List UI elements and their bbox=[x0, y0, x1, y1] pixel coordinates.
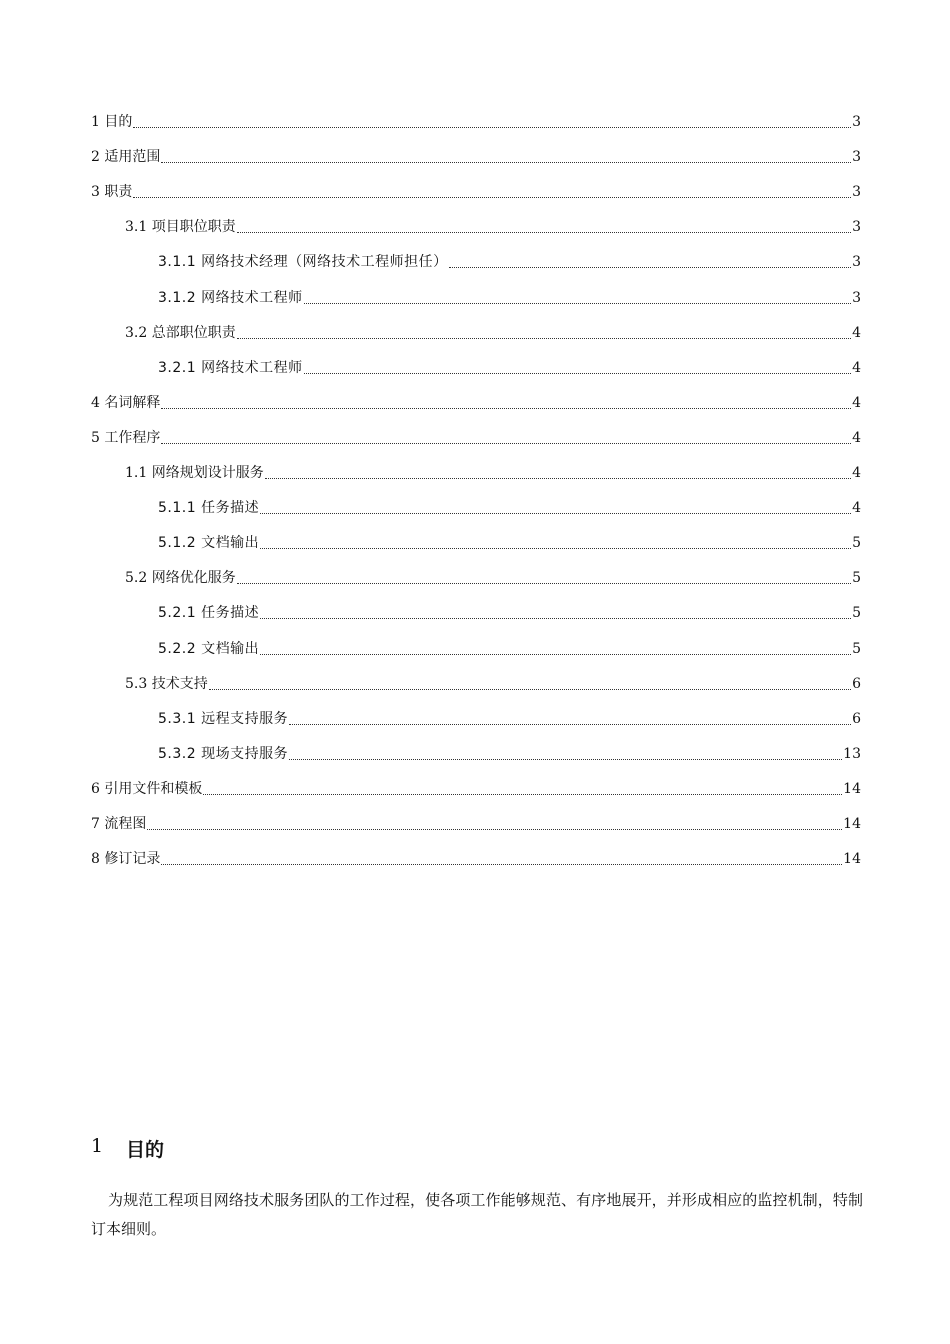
toc-entry[interactable] bbox=[91, 134, 861, 169]
toc-entry-title: 3.2 总部职位职责 bbox=[125, 324, 236, 341]
toc-entry-title: 4 名词解释 bbox=[91, 394, 161, 411]
toc-entry-title: 7 流程图 bbox=[91, 815, 147, 832]
section-title: 目的 bbox=[126, 1139, 165, 1161]
toc-dot-leader bbox=[260, 654, 851, 655]
toc-entry[interactable] bbox=[91, 169, 861, 204]
toc-entry-page-number: 13 bbox=[843, 745, 861, 762]
toc-entry-page-number: 14 bbox=[843, 780, 861, 797]
toc-dot-leader bbox=[449, 267, 852, 268]
toc-entry-page-number: 4 bbox=[852, 359, 861, 376]
toc-entry[interactable] bbox=[91, 485, 861, 520]
toc-entry-title: 5.3.2 现场支持服务 bbox=[158, 745, 289, 762]
toc-entry-page-number: 5 bbox=[852, 640, 861, 657]
toc-dot-leader bbox=[265, 478, 851, 479]
toc-dot-leader bbox=[203, 794, 842, 795]
section-heading bbox=[91, 1135, 164, 1162]
section-body-text: 为规范工程项目网络技术服务团队的工作过程，使各项工作能够规范、有序地展开，并形成相应的监控机制，特制订本细则。 bbox=[91, 1191, 863, 1238]
toc-entry-page-number: 14 bbox=[843, 851, 861, 868]
toc-dot-leader bbox=[289, 724, 851, 725]
toc-dot-leader bbox=[209, 689, 851, 690]
toc-entry[interactable] bbox=[91, 204, 861, 239]
toc-entry[interactable] bbox=[91, 836, 861, 871]
toc-dot-leader bbox=[161, 408, 851, 409]
toc-entry-page-number: 6 bbox=[852, 710, 861, 727]
toc-entry-page-number: 3 bbox=[852, 149, 861, 166]
toc-entry-page-number: 3 bbox=[852, 219, 861, 236]
toc-entry-page-number: 3 bbox=[852, 254, 861, 271]
toc-dot-leader bbox=[147, 829, 842, 830]
toc-dot-leader bbox=[133, 127, 851, 128]
toc-entry-page-number: 4 bbox=[852, 429, 861, 446]
toc-entry[interactable] bbox=[91, 696, 861, 731]
toc-entry-title: 3.1 项目职位职责 bbox=[125, 219, 236, 236]
toc-entry-page-number: 5 bbox=[852, 570, 861, 587]
toc-entry[interactable] bbox=[91, 239, 861, 274]
toc-dot-leader bbox=[304, 303, 852, 304]
toc-entry-title: 6 引用文件和模板 bbox=[91, 780, 203, 797]
toc-entry[interactable] bbox=[91, 415, 861, 450]
toc-entry-title: 1 目的 bbox=[91, 114, 133, 131]
toc-entry-page-number: 4 bbox=[852, 324, 861, 341]
toc-entry[interactable] bbox=[91, 274, 861, 309]
toc-entry-page-number: 4 bbox=[852, 394, 861, 411]
toc-dot-leader bbox=[289, 759, 842, 760]
toc-entry-title: 5 工作程序 bbox=[91, 429, 161, 446]
toc-dot-leader bbox=[304, 373, 852, 374]
toc-entry-title: 5.2.2 文档输出 bbox=[158, 640, 260, 657]
toc-entry-page-number: 3 bbox=[852, 114, 861, 131]
toc-entry[interactable] bbox=[91, 590, 861, 625]
toc-entry-page-number: 6 bbox=[852, 675, 861, 692]
toc-entry[interactable] bbox=[91, 555, 861, 590]
toc-entry[interactable] bbox=[91, 99, 861, 134]
toc-entry[interactable] bbox=[91, 766, 861, 801]
toc-entry-title: 5.2 网络优化服务 bbox=[125, 570, 236, 587]
toc-entry-page-number: 5 bbox=[852, 535, 861, 552]
toc-entry-title: 3.2.1 网络技术工程师 bbox=[158, 359, 303, 376]
table-of-contents bbox=[91, 99, 861, 871]
toc-entry-title: 2 适用范围 bbox=[91, 149, 161, 166]
toc-entry-page-number: 4 bbox=[852, 465, 861, 482]
toc-entry-title: 5.3 技术支持 bbox=[125, 675, 208, 692]
toc-dot-leader bbox=[237, 583, 851, 584]
toc-entry-title: 3 职责 bbox=[91, 184, 133, 201]
toc-dot-leader bbox=[161, 864, 842, 865]
toc-dot-leader bbox=[260, 513, 851, 514]
toc-entry[interactable] bbox=[91, 380, 861, 415]
toc-entry-title: 3.1.1 网络技术经理（网络技术工程师担任） bbox=[158, 254, 448, 271]
toc-dot-leader bbox=[260, 548, 851, 549]
toc-entry[interactable] bbox=[91, 625, 861, 660]
toc-dot-leader bbox=[237, 232, 851, 233]
toc-dot-leader bbox=[161, 162, 851, 163]
toc-entry[interactable] bbox=[91, 520, 861, 555]
toc-entry[interactable] bbox=[91, 310, 861, 345]
section-number: 1 bbox=[91, 1135, 104, 1157]
toc-entry-title: 1.1 网络规划设计服务 bbox=[125, 465, 264, 482]
toc-dot-leader bbox=[237, 338, 851, 339]
toc-entry-title: 5.3.1 远程支持服务 bbox=[158, 710, 289, 727]
toc-dot-leader bbox=[133, 197, 851, 198]
toc-dot-leader bbox=[161, 443, 851, 444]
toc-entry[interactable] bbox=[91, 731, 861, 766]
toc-entry-page-number: 3 bbox=[852, 184, 861, 201]
toc-entry[interactable] bbox=[91, 661, 861, 696]
toc-entry-page-number: 3 bbox=[852, 289, 861, 306]
toc-entry-title: 5.1.1 任务描述 bbox=[158, 500, 260, 517]
toc-entry-page-number: 4 bbox=[852, 500, 861, 517]
toc-entry[interactable] bbox=[91, 801, 861, 836]
toc-entry-page-number: 14 bbox=[843, 815, 861, 832]
toc-dot-leader bbox=[260, 618, 851, 619]
toc-entry-title: 8 修订记录 bbox=[91, 851, 161, 868]
toc-entry-title: 3.1.2 网络技术工程师 bbox=[158, 289, 303, 306]
toc-entry-title: 5.2.1 任务描述 bbox=[158, 605, 260, 622]
toc-entry[interactable] bbox=[91, 450, 861, 485]
toc-entry-page-number: 5 bbox=[852, 605, 861, 622]
toc-entry[interactable] bbox=[91, 345, 861, 380]
toc-entry-title: 5.1.2 文档输出 bbox=[158, 535, 260, 552]
